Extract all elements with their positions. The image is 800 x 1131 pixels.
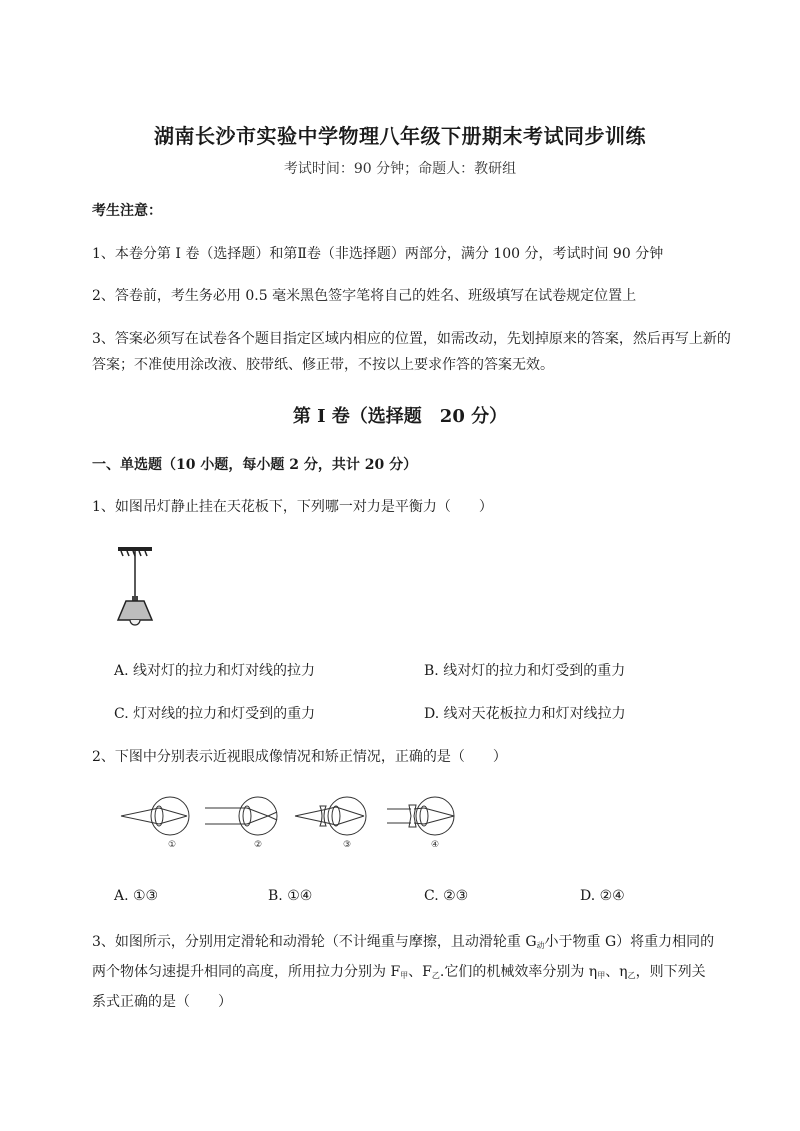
q2-option-b[interactable]: B. ①④: [268, 888, 313, 904]
eye-label-2: ②: [253, 840, 263, 850]
eye-label-1: ①: [167, 840, 177, 850]
eye-diagrams-figure: [115, 792, 465, 854]
exam-info: 考试时间：90 分钟；命题人：教研组: [283, 161, 517, 177]
eye-label-3: ③: [342, 840, 352, 850]
eye-label-4: ④: [430, 840, 440, 850]
pendant-lamp-figure: [112, 542, 162, 632]
eye-diagram-2: [205, 797, 277, 835]
q1-option-c[interactable]: C. 灯对线的拉力和灯受到的重力: [114, 706, 316, 722]
eye-diagram-3: [295, 797, 366, 835]
q1-option-b[interactable]: B. 线对灯的拉力和灯受到的重力: [424, 663, 626, 679]
question-1-stem: 1、如图吊灯静止挂在天花板下，下列哪一对力是平衡力（ ）: [92, 499, 493, 515]
notice-item-3: 3、答案必须写在试卷各个题目指定区域内相应的位置，如需改动，先划掉原来的答案，然后再写上新的答案；不准使用涂改液、胶带纸、修正带，不按以上要求作答的答案无效。: [92, 331, 731, 373]
question-2-stem: 2、下图中分别表示近视眼成像情况和矫正情况，正确的是（ ）: [92, 749, 507, 765]
notice-heading: 考生注意：: [92, 203, 162, 219]
q2-option-c[interactable]: C. ②③: [424, 888, 469, 904]
part-heading: 一、单选题（10 小题，每小题 2 分，共计 20 分）: [92, 457, 418, 473]
q2-option-a[interactable]: A. ①③: [114, 888, 159, 904]
q1-option-d[interactable]: D. 线对天花板拉力和灯对线拉力: [424, 706, 626, 722]
eye-diagram-4: [387, 797, 454, 835]
lamp-bulb: [130, 620, 140, 625]
lamp-shade: [118, 601, 152, 620]
page-title: 湖南长沙市实验中学物理八年级下册期末考试同步训练: [154, 124, 646, 148]
q2-option-d[interactable]: D. ②④: [580, 888, 625, 904]
question-3-stem: 3、如图所示，分别用定滑轮和动滑轮（不计绳重与摩擦，且动滑轮重 $G_动$小于物重 G）将重力相同的 两个物体匀速提升相同的高度，所用拉力分别为 $F_甲$、$F_乙$.它们的机械效率分别为 $\eta_甲$、$\eta_乙$，则下列关 系式正确的是（ ）: [92, 934, 715, 1010]
q1-option-a[interactable]: A. 线对灯的拉力和灯对线的拉力: [114, 663, 316, 679]
section-title: 第 I 卷（选择题 20 分）: [292, 406, 508, 427]
eye-diagram-1: [121, 797, 189, 835]
notice-item-2: 2、答卷前，考生务必用 0.5 毫米黑色签字笔将自己的姓名、班级填写在试卷规定位置上: [92, 288, 637, 304]
notice-item-1: 1、本卷分第 I 卷（选择题）和第Ⅱ卷（非选择题）两部分，满分 100 分，考试时间 90 分钟: [92, 246, 664, 262]
